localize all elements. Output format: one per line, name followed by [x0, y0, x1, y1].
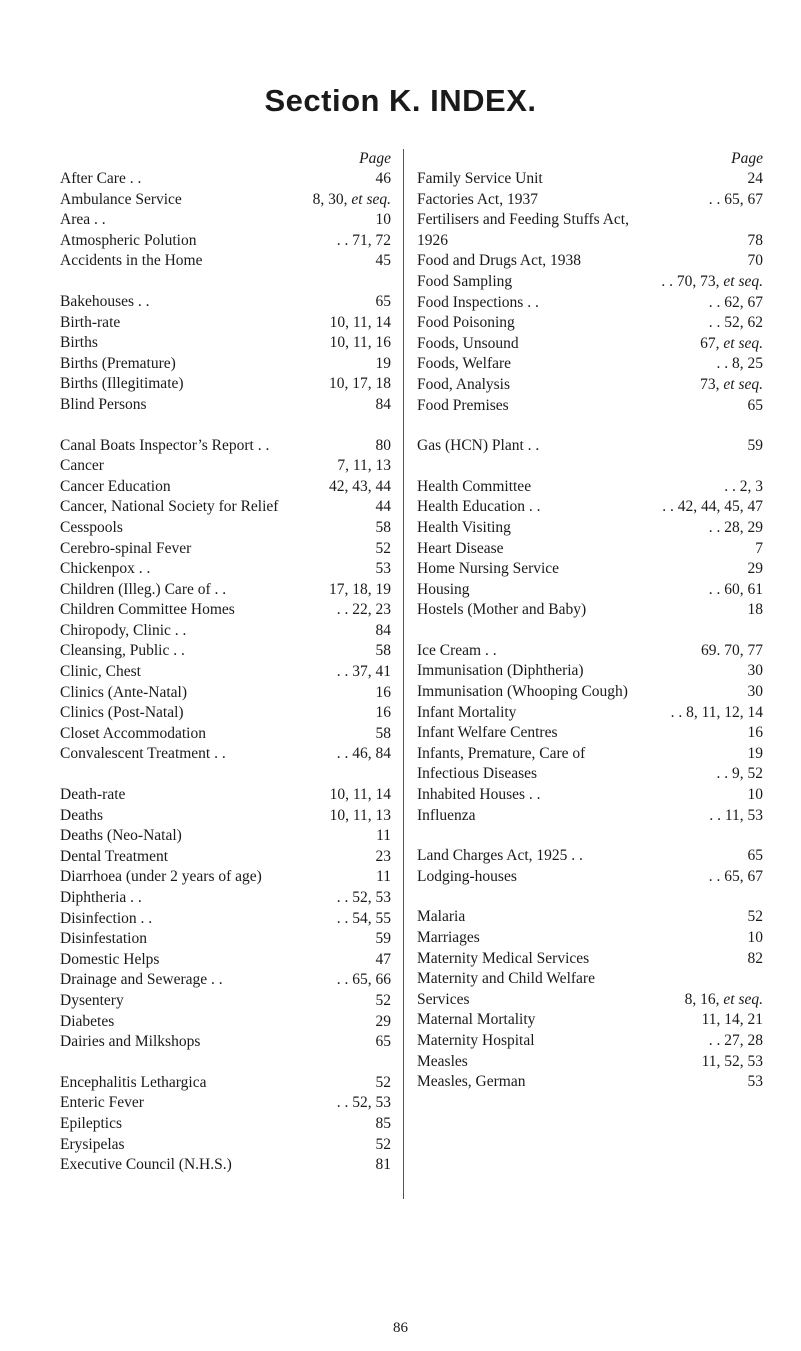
entry-pages: 30: [747, 662, 763, 680]
index-entry: [417, 169, 763, 190]
entry-name: Dysentery: [60, 991, 124, 1009]
entry-name: Epileptics: [60, 1114, 122, 1132]
index-entry: [60, 950, 391, 971]
entry-name: Dairies and Milkshops: [60, 1033, 201, 1051]
index-entry: [417, 231, 763, 252]
entry-pages: 10, 17, 18: [329, 375, 391, 393]
index-entry: [417, 497, 763, 518]
index-entry: [417, 251, 763, 272]
index-entry: [60, 580, 391, 601]
entry-pages: 47: [375, 950, 391, 968]
index-entry: [417, 559, 763, 580]
entry-name: Foods, Unsound: [417, 334, 519, 352]
entry-pages: . . 70, 73, et seq.: [661, 272, 763, 290]
index-entry: [60, 867, 391, 888]
entry-pages: 11: [376, 827, 391, 845]
entry-name: Cesspools: [60, 518, 123, 536]
entry-pages: 52: [375, 991, 391, 1009]
entry-pages: 7, 11, 13: [337, 457, 391, 475]
entry-pages: 45: [375, 252, 391, 270]
entry-name: Cleansing, Public . .: [60, 642, 185, 660]
entry-pages: . . 52, 53: [336, 1094, 391, 1112]
entry-name: Clinic, Chest: [60, 663, 141, 681]
entry-pages: 10, 11, 14: [329, 313, 391, 331]
index-group: [60, 436, 391, 766]
entry-pages: 85: [375, 1114, 391, 1132]
index-entry: [417, 1010, 763, 1031]
entry-pages: 67, et seq.: [700, 334, 763, 352]
entry-name: Foods, Welfare: [417, 355, 512, 373]
entry-name: Domestic Helps: [60, 950, 160, 968]
index-entry: [60, 1135, 391, 1156]
index-entry: [417, 764, 763, 785]
index-entry: [60, 641, 391, 662]
entry-name: Gas (HCN) Plant . .: [417, 437, 540, 455]
entry-pages: 16: [747, 724, 763, 742]
entry-name: Cancer Education: [60, 477, 171, 495]
index-entry: [60, 1155, 391, 1176]
entry-name: Health Visiting: [417, 518, 511, 536]
index-entry: [60, 518, 391, 539]
index-entry: [60, 477, 391, 498]
index-entry: [60, 970, 391, 991]
entry-name: Clinics (Post-Natal): [60, 704, 184, 722]
entry-name: Chiropody, Clinic . .: [60, 621, 187, 639]
index-group: [60, 1073, 391, 1176]
index-group: [417, 436, 763, 457]
entry-name: Births (Illegitimate): [60, 375, 184, 393]
page-title: Section K. INDEX.: [264, 83, 537, 118]
index-entry: [60, 991, 391, 1012]
index-entry: [417, 641, 763, 662]
index-entry: [60, 909, 391, 930]
index-entry: [417, 907, 763, 928]
entry-pages: . . 52, 62: [708, 314, 763, 332]
entry-pages: 81: [375, 1156, 391, 1174]
entry-name: Enteric Fever: [60, 1094, 144, 1112]
entry-name: Infants, Premature, Care of: [417, 744, 586, 762]
entry-pages: 58: [375, 518, 391, 536]
entry-name: Food, Analysis: [417, 375, 511, 393]
entry-pages: . . 54, 55: [336, 909, 391, 927]
entry-pages: 82: [747, 949, 763, 967]
entry-pages: 7: [755, 539, 763, 557]
entry-name: Maternity Hospital: [417, 1031, 535, 1049]
entry-name: Factories Act, 1937: [417, 190, 538, 208]
index-entry: [417, 682, 763, 703]
entry-name: Family Service Unit: [417, 170, 543, 187]
entry-name: Deaths (Neo-Natal): [60, 827, 182, 845]
entry-name: Fertilisers and Feeding Stuffs Act,: [417, 211, 629, 229]
entry-name: Services: [417, 990, 470, 1008]
index-entry: [60, 621, 391, 642]
entry-name: After Care . .: [60, 170, 142, 187]
entry-pages: 53: [747, 1073, 763, 1091]
entry-name: Health Committee: [417, 477, 532, 495]
index-column-left: [60, 149, 391, 1196]
entry-pages: 84: [375, 621, 391, 639]
index-entry: [417, 396, 763, 417]
page-column-header: Page: [731, 150, 763, 167]
entry-pages: 65: [375, 292, 391, 310]
entry-pages: 80: [375, 436, 391, 454]
entry-pages: 16: [375, 683, 391, 701]
index-group: [417, 169, 763, 416]
index-entry: [417, 867, 763, 888]
index-entry: [417, 375, 763, 396]
index-entry: [60, 683, 391, 704]
entry-pages: 52: [375, 1073, 391, 1091]
index-entry: [417, 354, 763, 375]
entry-pages: 59: [375, 930, 391, 948]
entry-pages: 30: [747, 683, 763, 701]
index-entry: [60, 539, 391, 560]
entry-name: Diabetes: [60, 1012, 115, 1030]
index-entry: [60, 497, 391, 518]
entry-name: Health Education . .: [417, 498, 541, 516]
entry-name: Encephalitis Lethargica: [60, 1073, 207, 1091]
entry-name: 1926: [417, 231, 448, 249]
entry-name: Children Committee Homes: [60, 601, 235, 619]
entry-pages: . . 65, 67: [708, 190, 763, 208]
entry-name: Blind Persons: [60, 395, 147, 413]
entry-name: Deaths: [60, 806, 104, 824]
index-entry: [60, 1114, 391, 1135]
index-entry: [417, 703, 763, 724]
entry-pages: 10: [747, 929, 763, 946]
index-entry: [417, 744, 763, 765]
index-group: [60, 785, 391, 1053]
entry-name: Maternity and Child Welfare: [417, 970, 595, 988]
index-entry: [60, 744, 391, 765]
entry-name: Maternal Mortality: [417, 1011, 536, 1029]
index-entry: [417, 293, 763, 314]
entry-pages: . . 27, 28: [708, 1031, 763, 1049]
entry-name: Diarrhoea (under 2 years of age): [60, 868, 262, 886]
entry-pages: 19: [375, 354, 391, 372]
entry-pages: 10, 11, 14: [329, 786, 391, 804]
entry-name: Atmospheric Polution: [60, 231, 197, 249]
entry-pages: . . 9, 52: [716, 765, 763, 783]
entry-pages: 42, 43, 44: [329, 477, 391, 495]
entry-pages: 23: [375, 847, 391, 865]
entry-pages: 10, 11, 13: [329, 806, 391, 824]
entry-name: Maternity Medical Services: [417, 949, 590, 967]
entry-name: Area . .: [60, 211, 106, 229]
index-entry: [60, 806, 391, 827]
index-entry: [60, 929, 391, 950]
entry-name: Bakehouses . .: [60, 292, 150, 310]
entry-pages: 19: [747, 744, 763, 762]
entry-name: Heart Disease: [417, 539, 504, 557]
entry-pages: . . 62, 67: [708, 293, 763, 311]
entry-pages: 44: [375, 498, 391, 516]
index-entry: [60, 1032, 391, 1053]
index-entry: [417, 990, 763, 1011]
entry-name: Lodging-houses: [417, 867, 517, 885]
entry-name: Disinfection . .: [60, 909, 153, 927]
index-entry: [417, 806, 763, 827]
entry-pages: 52: [375, 539, 391, 557]
entry-pages: . . 2, 3: [724, 477, 763, 495]
entry-pages: 8, 30, et seq.: [312, 190, 391, 208]
index-entry: [60, 888, 391, 909]
entry-name: Ambulance Service: [60, 190, 182, 208]
entry-name: Immunisation (Whooping Cough): [417, 683, 628, 701]
entry-name: Clinics (Ante-Natal): [60, 683, 187, 701]
entry-name: Infant Welfare Centres: [417, 724, 558, 742]
entry-pages: 11, 52, 53: [701, 1052, 763, 1070]
entry-name: Cancer: [60, 457, 104, 475]
index-entry: [417, 785, 763, 806]
entry-pages: . . 71, 72: [336, 231, 391, 249]
entry-name: Ice Cream . .: [417, 641, 497, 659]
entry-pages: . . 8, 11, 12, 14: [670, 703, 763, 721]
index-entry: [417, 723, 763, 744]
index-entry: [60, 292, 391, 313]
entry-pages: 29: [747, 560, 763, 578]
entry-name: Food Premises: [417, 396, 509, 414]
index-entry: [417, 1031, 763, 1052]
entry-pages: 59: [747, 437, 763, 455]
page-column-header: Page: [359, 150, 391, 167]
index-entry: [417, 969, 763, 990]
entry-name: Food and Drugs Act, 1938: [417, 252, 582, 270]
entry-pages: . . 46, 84: [336, 745, 391, 763]
entry-pages: 52: [375, 1135, 391, 1153]
entry-name: Food Sampling: [417, 272, 513, 290]
entry-pages: . . 11, 53: [709, 806, 763, 824]
index-group: [417, 907, 763, 1092]
index-entry: [60, 826, 391, 847]
entry-name: Births (Premature): [60, 354, 176, 372]
index-entry: [60, 724, 391, 745]
index-entry: [417, 210, 763, 231]
entry-name: Food Poisoning: [417, 314, 515, 332]
entry-name: Measles, German: [417, 1073, 526, 1091]
entry-pages: 17, 18, 19: [329, 580, 391, 598]
index-entry: [60, 456, 391, 477]
index-entry: [60, 374, 391, 395]
entry-pages: . . 65, 66: [336, 971, 391, 989]
entry-name: Measles: [417, 1052, 468, 1070]
entry-name: Immunisation (Diphtheria): [417, 662, 584, 680]
entry-name: Drainage and Sewerage . .: [60, 971, 223, 989]
entry-pages: 10: [747, 786, 763, 804]
entry-pages: 24: [747, 170, 763, 187]
entry-pages: 18: [747, 601, 763, 619]
entry-name: Erysipelas: [60, 1135, 125, 1153]
index-entry: [60, 313, 391, 334]
entry-pages: 52: [747, 908, 763, 926]
index-entry: [417, 313, 763, 334]
index-entry: [60, 210, 391, 231]
entry-name: Births: [60, 334, 98, 352]
index-entry: [417, 1072, 763, 1093]
entry-name: Death-rate: [60, 786, 126, 804]
entry-name: Inhabited Houses . .: [417, 786, 541, 804]
entry-pages: 11, 14, 21: [701, 1011, 763, 1029]
index-entry: [417, 580, 763, 601]
entry-name: Accidents in the Home: [60, 252, 203, 270]
index-entry: [60, 703, 391, 724]
index-entry: [60, 190, 391, 211]
entry-name: Chickenpox . .: [60, 560, 151, 578]
index-column-right: [417, 149, 763, 1113]
entry-name: Malaria: [417, 908, 466, 926]
index-entry: [60, 1012, 391, 1033]
entry-pages: 73, et seq.: [700, 375, 763, 393]
index-group: [60, 169, 391, 272]
index-entry: [60, 395, 391, 416]
index-entry: [417, 1052, 763, 1073]
index-entry: [60, 251, 391, 272]
index-entry: [417, 600, 763, 621]
entry-pages: 58: [375, 642, 391, 660]
entry-pages: 58: [375, 724, 391, 742]
entry-pages: . . 22, 23: [336, 601, 391, 619]
index-entry: [60, 662, 391, 683]
index-entry: [60, 333, 391, 354]
entry-pages: 8, 16, et seq.: [684, 990, 763, 1008]
entry-pages: . . 42, 44, 45, 47: [662, 498, 763, 516]
entry-pages: 10: [375, 211, 391, 229]
entry-pages: 78: [747, 231, 763, 249]
index-entry: [60, 354, 391, 375]
index-entry: [60, 231, 391, 252]
index-group: [417, 641, 763, 826]
entry-pages: 65: [747, 847, 763, 865]
page-number: 86: [393, 1320, 408, 1336]
entry-pages: . . 8, 25: [716, 355, 763, 373]
index-entry: [417, 272, 763, 293]
index-entry: [60, 169, 391, 190]
index-group: [417, 477, 763, 621]
entry-name: Diphtheria . .: [60, 889, 142, 906]
index-entry: [417, 928, 763, 949]
entry-pages: . . 52, 53: [336, 889, 391, 906]
entry-pages: 29: [375, 1012, 391, 1030]
index-entry: [417, 518, 763, 539]
index-entry: [60, 785, 391, 806]
entry-pages: . . 37, 41: [336, 663, 391, 681]
entry-name: Children (Illeg.) Care of . .: [60, 580, 227, 598]
entry-name: Canal Boats Inspector’s Report . .: [60, 436, 270, 454]
entry-pages: 46: [375, 170, 391, 187]
entry-name: Housing: [417, 580, 470, 598]
entry-pages: . . 60, 61: [708, 580, 763, 598]
index-entry: [417, 190, 763, 211]
index-entry: [417, 661, 763, 682]
entry-pages: 70: [747, 252, 763, 270]
entry-pages: 69. 70, 77: [701, 641, 763, 659]
index-entry: [60, 1073, 391, 1094]
entry-pages: 10, 11, 16: [329, 334, 391, 352]
index-entry: [417, 334, 763, 355]
entry-name: Land Charges Act, 1925 . .: [417, 847, 583, 865]
entry-name: Convalescent Treatment . .: [60, 745, 226, 763]
entry-pages: 84: [375, 395, 391, 413]
entry-name: Cerebro-spinal Fever: [60, 539, 192, 557]
index-entry: [417, 477, 763, 498]
entry-pages: 65: [375, 1033, 391, 1051]
index-entry: [417, 436, 763, 457]
entry-pages: . . 28, 29: [708, 518, 763, 536]
index-entry: [417, 949, 763, 970]
entry-name: Marriages: [417, 929, 480, 946]
entry-name: Infectious Diseases: [417, 765, 538, 783]
entry-name: Hostels (Mother and Baby): [417, 601, 587, 619]
entry-name: Disinfestation: [60, 930, 147, 948]
entry-pages: 16: [375, 704, 391, 722]
index-entry: [60, 600, 391, 621]
column-divider: [403, 149, 404, 1199]
index-entry: [60, 847, 391, 868]
entry-pages: . . 65, 67: [708, 867, 763, 885]
entry-pages: 11: [376, 868, 391, 886]
entry-pages: 65: [747, 396, 763, 414]
index-entry: [60, 559, 391, 580]
entry-name: Food Inspections . .: [417, 293, 539, 311]
entry-pages: 53: [375, 560, 391, 578]
entry-name: Home Nursing Service: [417, 560, 560, 578]
entry-name: Infant Mortality: [417, 703, 517, 721]
entry-name: Closet Accommodation: [60, 724, 206, 742]
entry-name: Cancer, National Society for Relief: [60, 498, 279, 516]
index-entry: [60, 436, 391, 457]
index-entry: [417, 539, 763, 560]
index-entry: [60, 1093, 391, 1114]
entry-name: Birth-rate: [60, 313, 121, 331]
index-group: [60, 292, 391, 416]
index-group: [417, 846, 763, 887]
entry-name: Executive Council (N.H.S.): [60, 1156, 232, 1174]
entry-name: Dental Treatment: [60, 847, 169, 865]
entry-name: Influenza: [417, 806, 476, 824]
index-entry: [417, 846, 763, 867]
